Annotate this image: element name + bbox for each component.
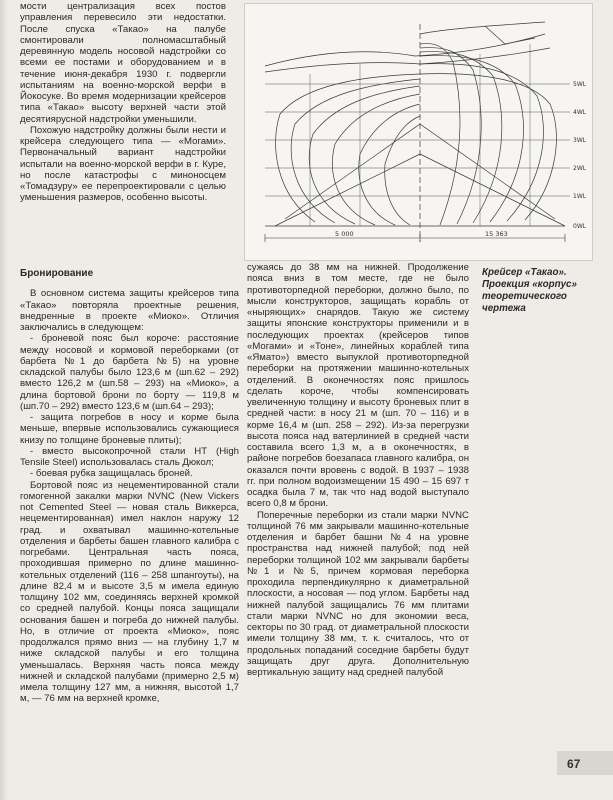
caption-line: чертежа — [482, 303, 526, 314]
column-1-bottom-text — [20, 268, 239, 705]
column-1-top-text — [20, 1, 226, 204]
list-item: - боевая рубка защищалась броней. — [30, 468, 193, 480]
list-item: - защита погребов в носу и корме была меньше, впервые использовались сужающиеся книзу по толщине броневые плиты); — [20, 412, 239, 446]
page-number-tab — [557, 751, 613, 775]
waterline-label: 3WL — [573, 137, 587, 144]
figure-caption — [482, 267, 602, 315]
dimension-label-right: 15 363 — [485, 230, 508, 238]
hull-lines-svg — [245, 4, 592, 260]
page-number: 67 — [567, 757, 581, 771]
column-2-text — [247, 262, 469, 678]
section-heading: Бронирование — [20, 268, 94, 279]
dimension-label-left: 5 000 — [335, 230, 354, 238]
paragraph: мости централизация всех постов управления перевесило эти недостатки. После спуска «Такао» на палубе смонтировали полномасштабный деревянную модель носовой надстройки со всеми ее постами и оборудованием и в течение июня-декабря 1930 г. подвергли испытаниям на военно-морской верфи в Йокосуке. Во время модернизации крейсеров типа «Такао» высоту верхней части этой десятиярусной надстройки уменьшили. — [20, 1, 226, 125]
waterline-label: 1WL — [573, 193, 587, 200]
paragraph: Поперечные переборки из стали марки NVNC толщиной 76 мм закрывали машинно-котельные отделения и барбет башни №4 на уровне пространства над нижней палубой; под ней переборки толщиной 102 мм закрывали барбеты №1 и №5, причем кормовая переборка проходила перпендикулярно к диаметральной плоскости, а носовая — под углом. Барбеты над нижней палубой защищались 76 мм плитами стали марки NVNC но для экономии веса, секторы по 30 град. от диаметральной плоскости имели толщину 38 мм, т. к. считалось, что от продольных попаданий соседние барбеты будут защищать друг друга. Дополнительную вертикальную защиту над средней палубой — [247, 509, 469, 678]
caption-line: теоретического — [482, 291, 567, 302]
paragraph: В основном система защиты крейсеров типа «Такао» повторяла проектные решения, внедренные в проекте «Миоко». Отличия заключались в следующем: — [20, 288, 239, 333]
waterline-label: 2WL — [573, 165, 587, 172]
paragraph: Бортовой пояс из нецементированной стали гомогенной закалки марки NVNC (New Vickers not Cemented Steel — новая сталь Виккерса, нецементированная) имел наклон наружу 12 град. и охватывал машинно-котельные отделения и барбеты башен главного калибра с погребами. Центральная часть пояса, проходившая примерно по длине машинно-котельных отделений (116 – 258 шпангоуты), на длине 82,4 м и высоте 3,5 м имела единую толщину 102 мм, соединяясь верхней кромкой со средней палубой. Концы пояса защищали основания башен и погреба до нижней палубы. Но, в отличие от проекта «Миоко», пояс продолжался прямо вниз — на глубину 1,7 м ниже складской палубы и его толщина уменьшалась. Верхняя часть пояса между нижней и складской палубами (примерно 2,5 м) имела толщину 127 мм, а нижняя, высотой 1,7 м, — 76 мм на верхней кромке, — [20, 479, 239, 705]
paragraph: Похожую надстройку должны были нести и крейсера следующего типа — «Могами». Первоначальный вариант надстройки испытали на военно-морской верфи в г. Куре, но после катастрофы с миноносцем «Томадзуру» ее перепроектировали с целью уменьшения размеров, особенно высоты. — [20, 124, 226, 204]
paragraph: сужаясь до 38 мм на нижней. Продолжение пояса вниз в том месте, где не было противоторпедной переборки, должно было, по мысли конструкторов, защищать корабль от «ныряющих» снарядов. Такую же систему защиты японские конструкторы применили и в последующих проектах (крейсеров типов «Могами» и «Тоне», линейных кораблей типа «Ямато») вместо выпуклой противоторпедной переборки на протяжении машинно-котельных отделений. В оконечностях пояс пришлось сделать короче, чтобы компенсировать увеличенную толщину и высоту броневых плит в средней части: в носу 21 м (шп. 70 – 116) и в корме 16,4 м (шп. 258 – 292). Из-за перегрузки высота пояса над ватерлинией в средней части составила всего 1,3 м, а в оконечностях, в районе погребов боезапаса главного калибра, он оказался почти вровень с водой. В 1937 – 1938 гг. при полном водоизмещении 15 490 – 15 697 т осадка была 7 м, так что над водой выступало всего 0,8 м брони. — [247, 262, 469, 510]
waterline-label: 4WL — [573, 109, 587, 116]
caption-line: Крейсер «Такао». — [482, 267, 567, 278]
list-item: - броневой пояс был короче: расстояние между носовой и кормовой переборками (от барбета №1 до барбета №5) на уровне складской палубы было 123,6 м (шп.62 – 292) вместо 126,2 м (шп.58 – 293) на «Миоко», а длина бортовой брони по борту — 119,8 м (шп.70 – 292) вместо 123,6 м (шп.64 – 293); — [20, 333, 239, 412]
hull-body-plan-drawing — [244, 3, 593, 261]
list-item: - вместо высокопрочной стали НТ (High Tensile Steel) использовалась сталь Дюкол; — [20, 445, 239, 468]
page-gutter-shadow — [0, 0, 8, 800]
waterline-label: 5WL — [573, 81, 587, 88]
waterline-label: 0WL — [573, 223, 587, 230]
caption-line: Проекция «корпус» — [482, 279, 577, 290]
